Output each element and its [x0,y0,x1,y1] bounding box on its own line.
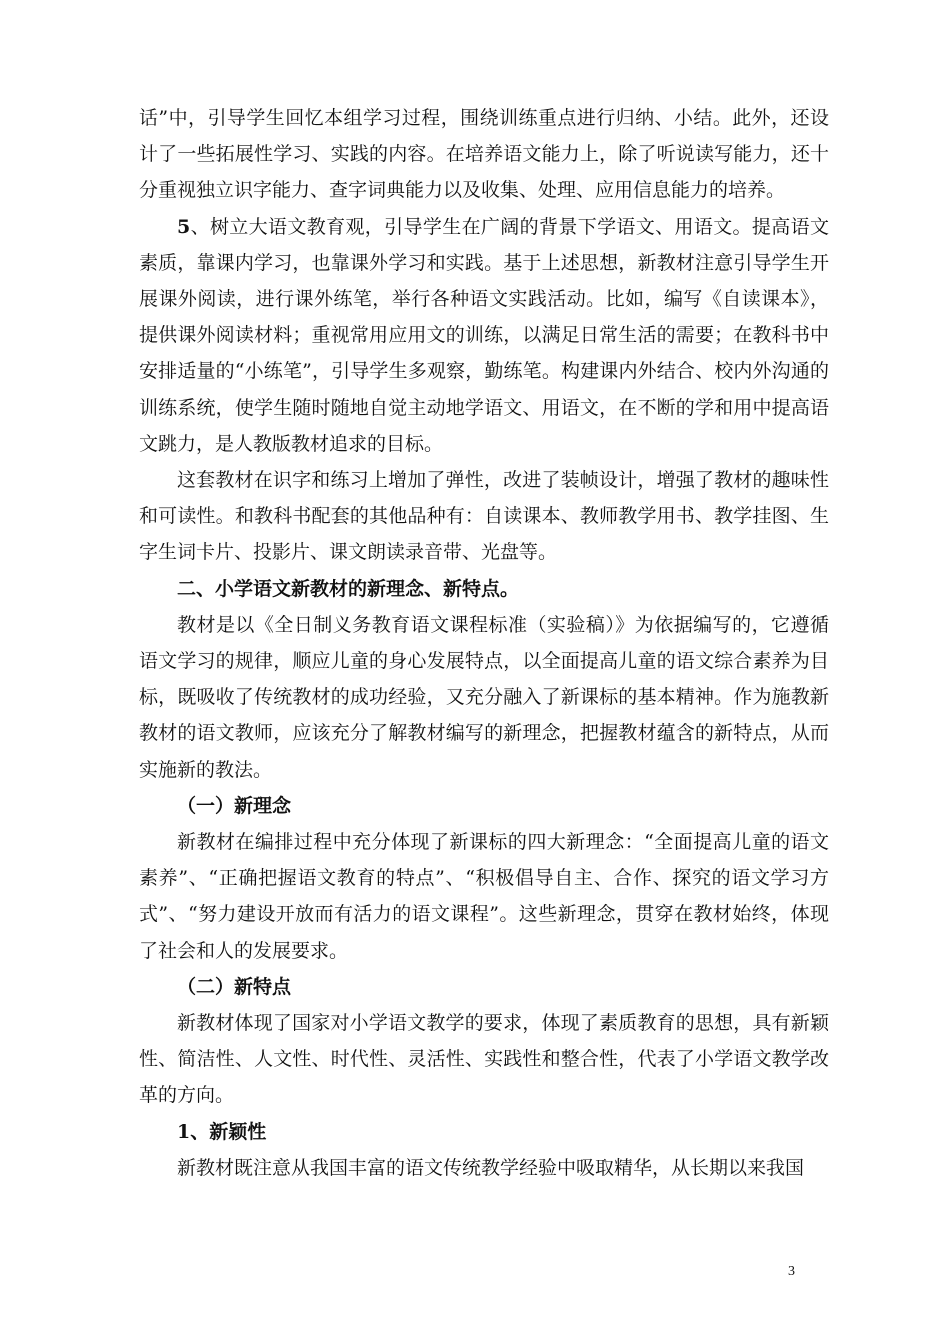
paragraph-four-concepts: 新教材在编排过程中充分体现了新课标的四大新理念：“全面提高儿童的语文素养”、“正确把握语文教育的特点”、“积极倡导自主、合作、探究的语文学习方式”、“努力建设开放而有活力的语文课程”。这些新理念，贯穿在教材始终，体现了社会和人的发展要求。 [139,831,829,962]
item-number: 5 [177,215,191,238]
subheading-novelty: 1、新颖性 [177,1120,267,1143]
paragraph-continuation: 话”中，引导学生回忆本组学习过程，围绕训练重点进行归纳、小结。此外，还设计了一些拓展性学习、实践的内容。在培养语文能力上，除了听说读写能力，还十分重视独立识字能力、查字词典能力以及收集、处理、应用信息能力的培养。 [139,107,829,202]
section-heading-new-concepts-features: 二、小学语文新教材的新理念、新特点。 [177,577,520,600]
paragraph-textbook-basis: 教材是以《全日制义务教育语文课程标准（实验稿）》为依据编写的，它遵循语文学习的规律，顺应儿童的身心发展特点，以全面提高儿童的语文综合素养为目标，既吸收了传统教材的成功经验，又充分融入了新课标的基本精神。作为施教新教材的语文教师，应该充分了解教材编写的新理念，把握教材蕴含的新特点，从而实施新的教法。 [139,613,829,781]
paragraph-textbook-supplements: 这套教材在识字和练习上增加了弹性，改进了装帧设计，增强了教材的趣味性和可读性。和教科书配套的其他品种有：自读课本、教师教学用书、教学挂图、生字生词卡片、投影片、课文朗读录音带、光盘等。 [139,469,829,564]
paragraph-novelty: 新教材既注意从我国丰富的语文传统教学经验中吸取精华，从长期以来我国 [177,1156,805,1179]
document-body [139,100,829,1186]
page-number: 3 [788,1264,795,1279]
paragraph-features-summary: 新教材体现了国家对小学语文教学的要求，体现了素质教育的思想，具有新颖性、简洁性、人文性、时代性、灵活性、实践性和整合性，代表了小学语文教学改革的方向。 [139,1012,829,1107]
subheading-new-features: （二）新特点 [177,975,292,998]
subheading-new-concepts: （一）新理念 [177,794,292,817]
paragraph-item-5 [139,209,829,462]
item-text: 、树立大语文教育观，引导学生在广阔的背景下学语文、用语文。提高语文素质，靠课内学习，也靠课外学习和实践。基于上述思想，新教材注意引导学生开展课外阅读，进行课外练笔，举行各种语文实践活动。比如，编写《自读课本》，提供课外阅读材料；重视常用应用文的训练，以满足日常生活的需要；在教科书中安排适量的“小练笔”，引导学生多观察，勤练笔。构建课内外结合、校内外沟通的训练系统，使学生随时随地自觉主动地学语文、用语文，在不断的学和用中提高语文跳力，是人教版教材追求的目标。 [139,215,829,455]
